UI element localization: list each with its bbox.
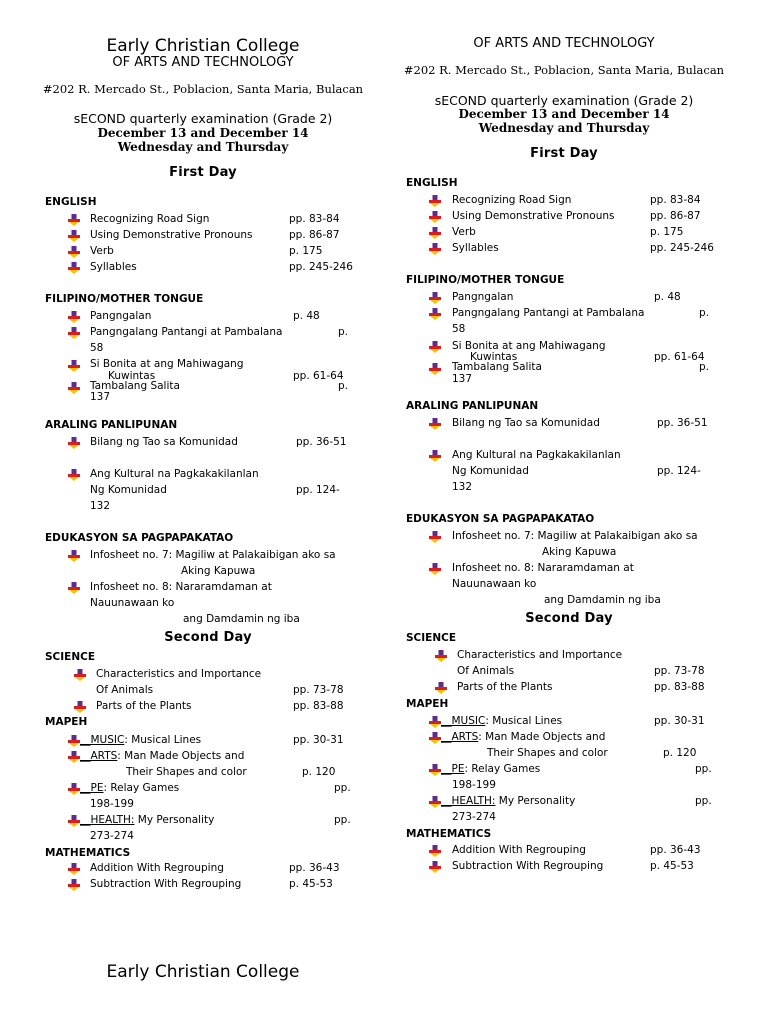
arrow-bullet-icon: [68, 815, 80, 827]
arrow-bullet-icon: [68, 469, 80, 481]
page-ref: pp. 73-78: [654, 665, 705, 677]
arrow-bullet-icon: [435, 650, 447, 662]
subject-edukasyon: EDUKASYON SA PAGPAPAKATAO: [406, 513, 595, 525]
page-ref: p.: [338, 380, 349, 392]
list-item-cont: Of Animals: [96, 684, 154, 696]
music-label: __MUSIC: [441, 715, 486, 727]
subject-science: SCIENCE: [45, 651, 96, 663]
list-item: Using Demonstrative Pronouns: [452, 210, 615, 222]
school-address: #202 R. Mercado St., Poblacion, Santa Maria, Bulacan: [42, 82, 364, 96]
list-item: Addition With Regrouping: [90, 862, 224, 874]
page-ref: p. 45-53: [289, 878, 333, 890]
school-subtitle: OF ARTS AND TECHNOLOGY: [112, 55, 294, 70]
list-item-pe: __PE: Relay Games: [80, 782, 180, 794]
arrow-bullet-icon: [429, 732, 441, 744]
list-item-cont: Nauunawaan ko: [452, 578, 537, 590]
page-ref: p. 120: [663, 747, 697, 759]
arrow-bullet-icon: [74, 669, 86, 681]
arrow-bullet-icon: [429, 292, 441, 304]
page-ref: p. 48: [654, 291, 681, 303]
page-ref: pp. 83-84: [289, 213, 340, 225]
list-item: Pangngalan: [452, 291, 514, 303]
arrow-bullet-icon: [68, 360, 80, 372]
page-ref: p. 175: [289, 245, 323, 257]
list-item: Verb: [452, 226, 476, 238]
arrow-bullet-icon: [68, 311, 80, 323]
page-ref: 137: [90, 391, 111, 403]
list-item-arts: __ARTS: Man Made Objects and: [441, 731, 606, 743]
first-day-heading: First Day: [530, 146, 598, 161]
subject-mathematics: MATHEMATICS: [45, 847, 131, 859]
list-item: Verb: [90, 245, 114, 257]
arrow-bullet-icon: [68, 214, 80, 226]
page-ref: 198-199: [90, 798, 134, 810]
list-item: Parts of the Plants: [96, 700, 192, 712]
arrow-bullet-icon: [429, 450, 441, 462]
arrow-bullet-icon: [429, 211, 441, 223]
list-item-health: __HEALTH: My Personality: [80, 814, 215, 826]
list-item-cont: Ng Komunidad: [90, 484, 167, 496]
page-ref: 273-274: [452, 811, 496, 823]
subject-science: SCIENCE: [406, 632, 457, 644]
list-item: Pangngalang Pantangi at Pambalana: [452, 307, 645, 319]
pe-label: __PE: [80, 782, 104, 794]
page-ref: pp. 124-: [296, 484, 340, 496]
school-subtitle: OF ARTS AND TECHNOLOGY: [473, 36, 655, 51]
arrow-bullet-icon: [435, 682, 447, 694]
list-item: Recognizing Road Sign: [452, 194, 572, 206]
subject-english: ENGLISH: [45, 196, 97, 208]
page-ref: pp. 36-51: [657, 417, 708, 429]
school-address: #202 R. Mercado St., Poblacion, Santa Maria, Bulacan: [403, 63, 725, 77]
second-day-heading: Second Day: [164, 630, 252, 645]
subject-english: ENGLISH: [406, 177, 458, 189]
arrow-bullet-icon: [68, 327, 80, 339]
page-ref: pp. 61-64: [293, 370, 344, 382]
arrow-bullet-icon: [68, 879, 80, 891]
page-ref: pp. 36-51: [296, 436, 347, 448]
list-item: Ang Kultural na Pagkakakilanlan: [90, 468, 259, 480]
arrow-bullet-icon: [429, 563, 441, 575]
page-ref: 198-199: [452, 779, 496, 791]
page-ref: pp. 83-84: [650, 194, 701, 206]
list-item-cont: ang Damdamin ng iba: [544, 594, 661, 606]
arrow-bullet-icon: [429, 243, 441, 255]
page-ref: pp. 73-78: [293, 684, 344, 696]
list-item-cont: ang Damdamin ng iba: [183, 613, 300, 625]
subject-mapeh: MAPEH: [45, 716, 88, 728]
list-item-cont: Aking Kapuwa: [542, 546, 617, 558]
list-item: Ang Kultural na Pagkakakilanlan: [452, 449, 621, 461]
page-ref: pp.: [334, 782, 351, 794]
list-item-health: __HEALTH: My Personality: [441, 795, 576, 807]
list-item: Infosheet no. 8: Nararamdaman at: [90, 581, 272, 593]
page-ref: pp. 30-31: [293, 734, 344, 746]
page-ref: 273-274: [90, 830, 134, 842]
page-ref: p. 175: [650, 226, 684, 238]
first-day-heading: First Day: [169, 165, 237, 180]
list-item-music: __MUSIC: Musical Lines: [80, 734, 202, 746]
page-ref: p. 120: [302, 766, 336, 778]
arrow-bullet-icon: [429, 341, 441, 353]
page-ref: 132: [90, 500, 111, 512]
arrow-bullet-icon: [429, 195, 441, 207]
subject-filipino: FILIPINO/MOTHER TONGUE: [45, 293, 204, 305]
page-ref: 58: [90, 342, 104, 354]
list-item: Subtraction With Regrouping: [452, 860, 604, 872]
exam-dates: December 13 and December 14: [458, 107, 670, 121]
page-ref: pp. 36-43: [289, 862, 340, 874]
page-ref: pp. 124-: [657, 465, 701, 477]
page-ref: pp. 30-31: [654, 715, 705, 727]
arrow-bullet-icon: [429, 227, 441, 239]
list-item: Addition With Regrouping: [452, 844, 586, 856]
exam-title: sECOND quarterly examination (Grade 2): [434, 93, 694, 108]
arrow-bullet-icon: [429, 845, 441, 857]
page-ref: pp.: [695, 763, 712, 775]
page-ref: p.: [338, 326, 349, 338]
arrow-bullet-icon: [429, 418, 441, 430]
arrow-bullet-icon: [68, 751, 80, 763]
list-item: Bilang ng Tao sa Komunidad: [90, 436, 238, 448]
list-item: Tambalang Salita: [90, 380, 180, 392]
list-item: Infosheet no. 7: Magiliw at Palakaibigan ako sa: [90, 549, 336, 561]
page-ref: pp. 86-87: [289, 229, 340, 241]
subject-mathematics: MATHEMATICS: [406, 828, 492, 840]
arrow-bullet-icon: [429, 861, 441, 873]
list-item-cont: Their Shapes and color: [487, 747, 608, 759]
subject-mapeh: MAPEH: [406, 698, 449, 710]
list-item-music: __MUSIC: Musical Lines: [441, 715, 563, 727]
list-item-cont: Ng Komunidad: [452, 465, 529, 477]
list-item: Characteristics and Importance: [457, 649, 623, 661]
list-item: Recognizing Road Sign: [90, 213, 210, 225]
second-day-heading: Second Day: [525, 611, 613, 626]
page-ref: pp. 83-88: [654, 681, 705, 693]
school-name: Early Christian College: [106, 36, 300, 56]
list-item: Subtraction With Regrouping: [90, 878, 242, 890]
arrow-bullet-icon: [68, 437, 80, 449]
arrow-bullet-icon: [68, 382, 80, 394]
list-item: Using Demonstrative Pronouns: [90, 229, 253, 241]
list-item-cont: Of Animals: [457, 665, 515, 677]
health-label: __HEALTH:: [80, 814, 135, 826]
list-item-cont: Aking Kapuwa: [181, 565, 256, 577]
exam-days: Wednesday and Thursday: [478, 121, 650, 135]
list-item-cont: Kuwintas: [108, 370, 156, 382]
list-item: Infosheet no. 7: Magiliw at Palakaibigan ako sa: [452, 530, 698, 542]
list-item: Si Bonita at ang Mahiwagang: [90, 358, 244, 370]
footer-school-name: Early Christian College: [106, 962, 300, 982]
list-item: Parts of the Plants: [457, 681, 553, 693]
page-ref: pp. 61-64: [654, 351, 705, 363]
list-item-arts: __ARTS: Man Made Objects and: [80, 750, 245, 762]
list-item: Pangngalan: [90, 310, 152, 322]
page-ref: p.: [699, 307, 710, 319]
page-ref: p.: [699, 361, 710, 373]
arrow-bullet-icon: [429, 796, 441, 808]
arrow-bullet-icon: [68, 262, 80, 274]
exam-days: Wednesday and Thursday: [117, 140, 289, 154]
page-ref: 137: [452, 373, 473, 385]
arrow-bullet-icon: [429, 531, 441, 543]
page-ref: pp.: [334, 814, 351, 826]
page-ref: pp. 83-88: [293, 700, 344, 712]
list-item: Pangngalang Pantangi at Pambalana: [90, 326, 283, 338]
exam-title: sECOND quarterly examination (Grade 2): [73, 111, 333, 126]
arrow-bullet-icon: [429, 716, 441, 728]
list-item: Syllables: [452, 242, 499, 254]
page-ref: pp. 86-87: [650, 210, 701, 222]
arrow-bullet-icon: [68, 582, 80, 594]
subject-araling-panlipunan: ARALING PANLIPUNAN: [45, 419, 178, 431]
music-label: __MUSIC: [80, 734, 125, 746]
arrow-bullet-icon: [429, 308, 441, 320]
page-ref: pp. 36-43: [650, 844, 701, 856]
list-item: Syllables: [90, 261, 137, 273]
list-item: Infosheet no. 8: Nararamdaman at: [452, 562, 634, 574]
list-item-cont: Kuwintas: [470, 351, 518, 363]
page-ref: pp. 245-246: [289, 261, 353, 273]
arrow-bullet-icon: [68, 735, 80, 747]
subject-edukasyon: EDUKASYON SA PAGPAPAKATAO: [45, 532, 234, 544]
list-item-cont: Their Shapes and color: [126, 766, 247, 778]
list-item: Bilang ng Tao sa Komunidad: [452, 417, 600, 429]
arrow-bullet-icon: [68, 230, 80, 242]
pe-label: __PE: [441, 763, 465, 775]
arrow-bullet-icon: [429, 363, 441, 375]
subject-araling-panlipunan: ARALING PANLIPUNAN: [406, 400, 539, 412]
page-ref: 132: [452, 481, 473, 493]
list-item: Tambalang Salita: [452, 361, 542, 373]
arrow-bullet-icon: [74, 701, 86, 713]
page-ref: pp.: [695, 795, 712, 807]
arts-label: __ARTS: [441, 731, 479, 743]
list-item: Si Bonita at ang Mahiwagang: [452, 340, 606, 352]
health-label: __HEALTH:: [441, 795, 496, 807]
list-item-pe: __PE: Relay Games: [441, 763, 541, 775]
arrow-bullet-icon: [68, 550, 80, 562]
arrow-bullet-icon: [68, 246, 80, 258]
exam-dates: December 13 and December 14: [97, 126, 309, 140]
arrow-bullet-icon: [429, 764, 441, 776]
page-ref: pp. 245-246: [650, 242, 714, 254]
arrow-bullet-icon: [68, 783, 80, 795]
list-item-cont: Nauunawaan ko: [90, 597, 175, 609]
page-ref: p. 48: [293, 310, 320, 322]
page-ref: p. 45-53: [650, 860, 694, 872]
list-item: Characteristics and Importance: [96, 668, 262, 680]
subject-filipino: FILIPINO/MOTHER TONGUE: [406, 274, 565, 286]
page-ref: 58: [452, 323, 466, 335]
arts-label: __ARTS: [80, 750, 118, 762]
arrow-bullet-icon: [68, 863, 80, 875]
